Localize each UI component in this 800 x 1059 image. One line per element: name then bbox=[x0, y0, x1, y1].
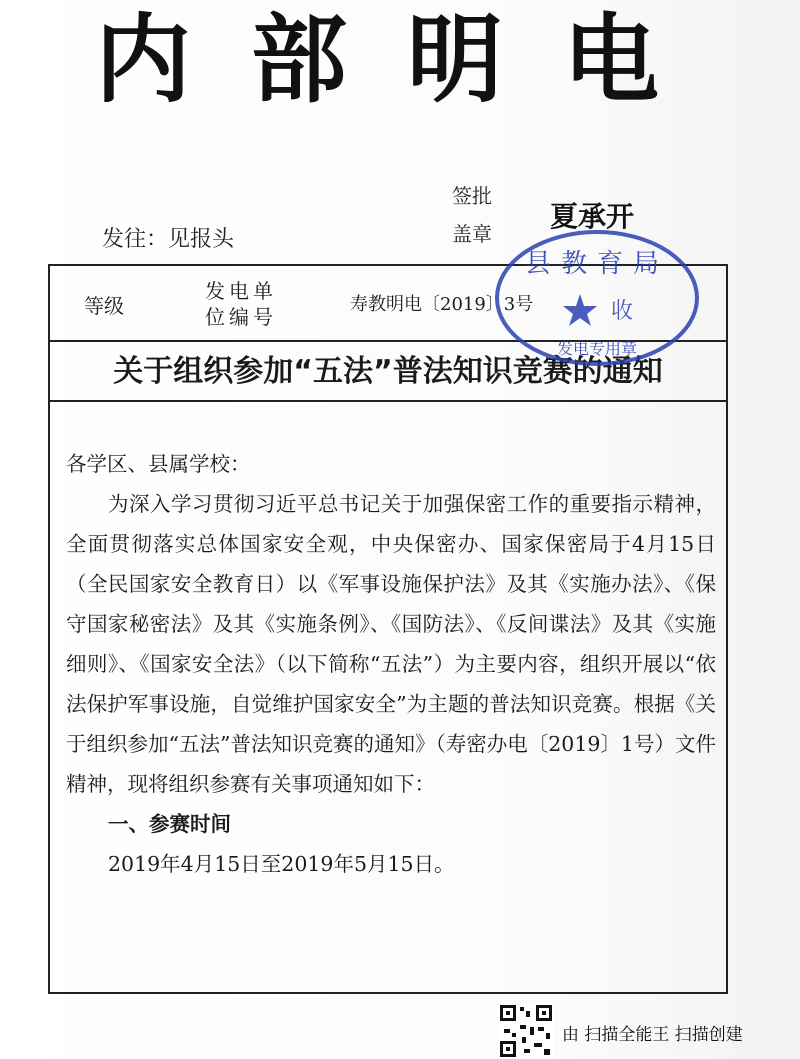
handwritten-signature: 夏承开 bbox=[550, 200, 635, 233]
document-body bbox=[66, 444, 716, 884]
document-number: 寿教明电〔2019〕3号 bbox=[350, 294, 534, 315]
unit-label-line2: 位编号 bbox=[205, 305, 277, 329]
salutation: 各学区、县属学校： bbox=[66, 452, 251, 476]
section-body: 2019年4月15日至2019年5月15日。 bbox=[108, 852, 455, 876]
scanner-watermark bbox=[498, 1003, 798, 1059]
scanner-credit-text: 由 扫描全能王 扫描创建 bbox=[562, 1025, 743, 1045]
svg-text:收: 收 bbox=[610, 299, 634, 324]
send-to-line: 发往：见报头 bbox=[102, 227, 235, 252]
section-heading: 一、参赛时间 bbox=[108, 812, 231, 836]
qr-code-icon bbox=[498, 1003, 554, 1059]
main-paragraph: 为深入学习贯彻习近平总书记关于加强保密工作的重要指示精神，全面贯彻落实总体国家安全观，中央保密办、国家保密局于4月15日（全民国家安全教育日）以《军事设施保护法》及其《实施办法》、《保守国家秘密法》及其《实施条例》、《国防法》、《反间谍法》及其《实施细则》、《国家安全法》（以下简称“五法”）为主要内容，组织开展以“依法保护军事设施，自觉维护国家安全”为主题的普法知识竞赛。根据《关于组织参加“五法”普法知识竞赛的通知》（寿密办电〔2019〕1号）文件精神，现将组织参赛有关事项通知如下： bbox=[66, 492, 716, 796]
grade-label: 等级 bbox=[84, 294, 124, 318]
official-seal-stamp bbox=[492, 228, 702, 368]
document-title: 关于组织参加“五法”普法知识竞赛的通知 bbox=[50, 342, 726, 402]
telegram-frame bbox=[48, 264, 728, 994]
svg-text:县教育局: 县教育局 bbox=[524, 249, 670, 279]
seal-label: 盖章 bbox=[452, 222, 492, 246]
svg-text:发电专用章: 发电专用章 bbox=[556, 339, 638, 358]
banner-title: 内部明电 bbox=[95, 3, 719, 116]
unit-label-line1: 发电单 bbox=[205, 279, 277, 303]
approve-label: 签批 bbox=[452, 184, 492, 208]
unit-number-label bbox=[205, 278, 285, 330]
